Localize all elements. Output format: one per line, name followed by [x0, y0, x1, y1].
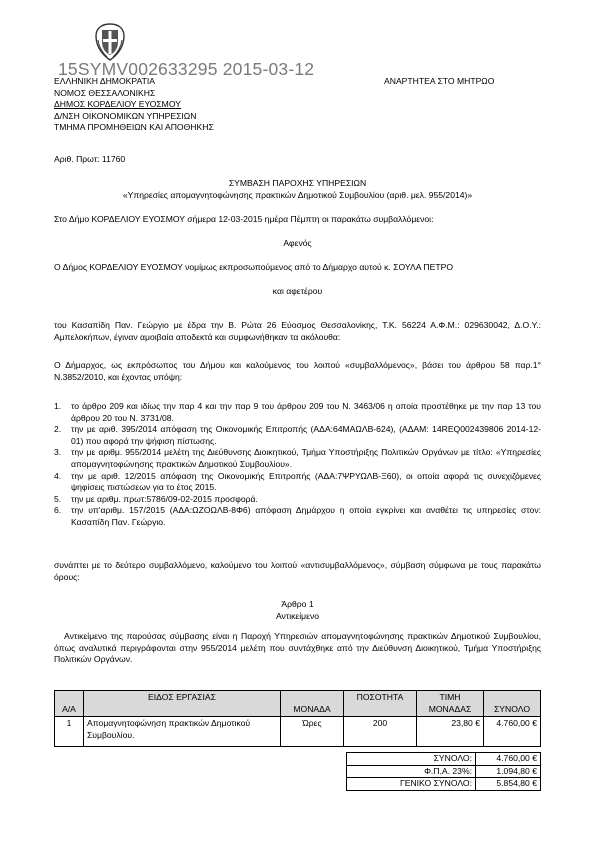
- totals-value: 1.094,80 €: [476, 765, 541, 778]
- contract-subtitle: «Υπηρεσίες απομαγνητοφώνησης πρακτικών Δημοτικού Συμβουλίου (αριθ. μελ. 955/2014)»: [122, 190, 473, 200]
- cell-aa: 1: [55, 717, 84, 747]
- party1-heading: Αφενός: [283, 238, 312, 248]
- list-item-text: την με αριθμ. 955/2014 μελέτη της Διεύθυνσης Διοικητικού, Τμήμα Υποστήριξης Πολιτικών Οργάνων με τίτλο: «Υπηρεσίες απομαγνητοφώνησης πρακτικών Δημοτικού Συμβουλίου».: [71, 447, 541, 469]
- totals-table: [346, 752, 541, 791]
- list-item-number: 1.: [54, 401, 62, 411]
- list-item-text: την με αριθ. 12/2015 απόφαση της Οικονομικής Επιτροπής (ΑΔΑ:7ΨΡΥΩΛΒ-Ξ60), οι οποία αφορά τις συνεχιζόμενες ψηφίσεις πιστώσεων για το έτος 2015.: [71, 470, 541, 493]
- header-line: ΔΗΜΟΣ ΚΟΡΔΕΛΙΟΥ ΕΥΟΣΜΟΥ: [54, 99, 181, 110]
- list-item: [54, 424, 541, 447]
- considerations-list: [54, 401, 541, 529]
- list-item: [54, 505, 541, 528]
- issuer-header: [54, 76, 214, 134]
- list-item-number: 6.: [54, 505, 62, 516]
- header-line: ΤΜΗΜΑ ΠΡΟΜΗΘΕΙΩΝ ΚΑΙ ΑΠΟΘΗΚΗΣ: [54, 122, 214, 133]
- services-table: [54, 690, 541, 747]
- list-item-text: την υπ'αριθμ. 157/2015 (ΑΔΑ:ΩΖΟΩΛΒ-8Φ6) απόφαση Δημάρχου η οποία εγκρίνει και αναθέτει τις υπηρεσίες στον: Κασαπίδη Παν. Γεώργιο.: [71, 505, 541, 527]
- table-header-row: [55, 691, 541, 717]
- article-number: Άρθρο 1: [281, 599, 314, 609]
- list-item: [54, 494, 541, 506]
- totals-label: ΓΕΝΙΚΟ ΣΥΝΟΛΟ:: [347, 778, 476, 791]
- totals-label: ΣΥΝΟΛΟ:: [347, 753, 476, 766]
- table-row: [55, 717, 541, 747]
- list-item-text: το άρθρο 209 και ιδίως την παρ 4 και την παρ 9 του άρθρου 209 του Ν. 3463/06 η οποία προστέθηκε με την παρ 13 του άρθρου 20 του Ν. 3731/08.: [71, 401, 541, 423]
- col-header-unit: ΜΟΝΑΔΑ: [281, 691, 344, 717]
- party2-paragraph: του Κασαπίδη Παν. Γεώργιο με έδρα την Β. Ρώτα 26 Εύοσμος Θεσσαλονίκης, Τ.Κ. 56224 Α.Φ.Μ.: 029630042, Δ.Ο.Υ.: Αμπελοκήπων, έγιναν αμοιβαία αποδεκτά και συμφωνήθηκαν τα ακόλουθα:: [54, 320, 541, 342]
- cell-total: 4.760,00 €: [484, 717, 541, 747]
- totals-value: 5.854,80 €: [476, 778, 541, 791]
- article-paragraph: Αντικείμενο της παρούσας σύμβασης είναι η Παροχή Υπηρεσιών απομαγνητοφώνησης πρακτικών Δημοτικού Συμβουλίου, όπως αναλυτικά περιγράφονται στην 955/2014 μελέτη που συντάχθηκε από την Διεύθυνση Διοικητικού, Τμήμα Υποστήριξης Πολιτικών Οργάνων.: [54, 631, 541, 665]
- contract-title: ΣΥΜΒΑΣΗ ΠΑΡΟΧΗΣ ΥΠΗΡΕΣΙΩΝ: [228, 178, 367, 188]
- agreement-paragraph: συνάπτει με το δεύτερο συμβαλλόμενο, καλούμενο του λοιπού «αντισυμβαλλόμενος», σύμβαση σύμφωνα με τους παρακάτω όρους:: [54, 560, 541, 582]
- coat-of-arms-emblem: [92, 22, 128, 62]
- party1-paragraph: Ο Δήμος ΚΟΡΔΕΛΙΟΥ ΕΥΟΣΜΟΥ νομίμως εκπροσωπούμενος από το Δήμαρχο αυτού κ. ΣΟΥΛΑ ΠΕΤΡΟ: [54, 262, 454, 272]
- list-item: [54, 471, 541, 494]
- col-header-qty: ΠΟΣΟΤΗΤΑ: [344, 691, 417, 717]
- header-line: Δ/ΝΣΗ ΟΙΚΟΝΟΜΙΚΩΝ ΥΠΗΡΕΣΙΩΝ: [54, 110, 197, 121]
- list-item-text: την με αριθ. 395/2014 απόφαση της Οικονομικής Επιτροπής (ΑΔΑ:64ΜΑΩΛΒ-624), (ΑΔΑΜ: 14REQ002439806 2014-12-01) που αφορά την ψήφιση πίστωσης.: [71, 424, 541, 446]
- document-id-watermark: 15SYMV002633295 2015-03-12: [58, 59, 315, 79]
- col-header-aa: Α/Α: [55, 691, 84, 717]
- publication-note: ΑΝΑΡΤΗΤΕΑ ΣΤΟ ΜΗΤΡΩΟ: [384, 76, 495, 86]
- totals-row: [347, 778, 541, 791]
- considering-paragraph: Ο Δήμαρχος, ως εκπρόσωπος του Δήμου και καλούμενος του λοιπού «συμβαλλόμενος», βάσει του άρθρου 58 παρ.1° Ν.3852/2010, και έχοντας υπόψη:: [54, 360, 541, 382]
- list-item: [54, 401, 541, 424]
- list-item-number: 2.: [54, 424, 62, 435]
- cell-unit: Ώρες: [281, 717, 344, 747]
- totals-label: Φ.Π.Α. 23%:: [347, 765, 476, 778]
- intro-paragraph: Στο Δήμο ΚΟΡΔΕΛΙΟΥ ΕΥΟΣΜΟΥ σήμερα 12-03-2015 ημέρα Πέμπτη οι παρακάτω συμβαλλόμενοι:: [54, 214, 434, 224]
- list-item-text: την με αριθμ. πρωτ:5786/09-02-2015 προσφορά.: [71, 493, 258, 504]
- list-item: [54, 447, 541, 470]
- col-header-total: ΣΥΝΟΛΟ: [484, 691, 541, 717]
- col-header-price: ΤΙΜΗ ΜΟΝΑΔΑΣ: [417, 691, 484, 717]
- protocol-number: Αριθ. Πρωτ: 11760: [54, 154, 126, 164]
- header-line: ΕΛΛΗΝΙΚΗ ΔΗΜΟΚΡΑΤΙΑ: [54, 76, 155, 86]
- totals-value: 4.760,00 €: [476, 753, 541, 766]
- cell-price: 23,80 €: [417, 717, 484, 747]
- article-title: Αντικείμενο: [275, 611, 320, 621]
- cell-qty: 200: [344, 717, 417, 747]
- list-item-number: 4.: [54, 470, 62, 481]
- header-line: ΝΟΜΟΣ ΘΕΣΣΑΛΟΝΙΚΗΣ: [54, 87, 156, 98]
- list-item-number: 3.: [54, 447, 62, 458]
- cell-kind: Απομαγνητοφώνηση πρακτικών Δημοτικού Συμβουλίου.: [84, 717, 281, 747]
- party2-heading: και αφετέρου: [272, 286, 323, 296]
- list-item-number: 5.: [54, 493, 62, 504]
- totals-row: [347, 765, 541, 778]
- col-header-kind: ΕΙΔΟΣ ΕΡΓΑΣΙΑΣ: [84, 691, 281, 717]
- totals-row: [347, 753, 541, 766]
